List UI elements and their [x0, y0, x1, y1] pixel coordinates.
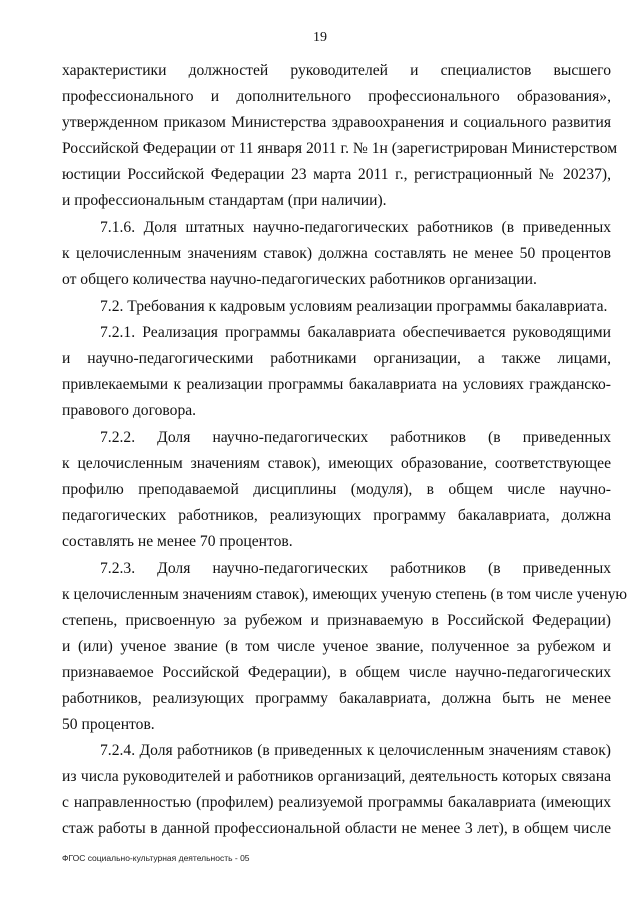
page-number: 19: [313, 30, 327, 45]
paragraph-7-2-2-first-line: 7.2.2. Доля научно-педагогических работников (в приведенных: [100, 429, 611, 446]
paragraph-7-1-6-first-line: 7.1.6. Доля штатных научно-педагогических работников (в приведенных: [100, 219, 611, 236]
text-line: работников, реализующих программу бакалавриата, должна быть не менее: [62, 690, 611, 707]
text-line: утвержденном приказом Министерства здравоохранения и социального развития: [62, 114, 611, 131]
text-line: и (или) ученое звание (в том числе ученое звание, полученное за рубежом и: [62, 638, 611, 655]
paragraph-7-2-4-first-line: 7.2.4. Доля работников (в приведенных к целочисленным значениям ставок): [100, 742, 611, 759]
text-line: и научно-педагогическими работниками организации, а также лицами,: [62, 350, 611, 367]
text-line: с направленностью (профилем) реализуемой программы бакалавриата (имеющих: [62, 794, 611, 811]
text-line: Российской Федерации от 11 января 2011 г. № 1н (зарегистрирован Министерством: [62, 140, 618, 157]
text-line: от общего количества научно-педагогических работников организации.: [62, 271, 537, 288]
text-line: характеристики должностей руководителей и специалистов высшего: [62, 62, 611, 79]
section-7-2-heading: 7.2. Требования к кадровым условиям реализации программы бакалавриата.: [100, 298, 608, 315]
text-line: из числа руководителей и работников организаций, деятельность которых связана: [62, 768, 611, 785]
text-line: профессионального и дополнительного профессионального образования»,: [62, 88, 611, 105]
text-line: к целочисленным значениям ставок), имеющих ученую степень (в том числе ученую: [62, 586, 628, 603]
text-line: к целочисленным значениям ставок), имеющих образование, соответствующее: [62, 455, 611, 472]
paragraph-7-2-1-first-line: 7.2.1. Реализация программы бакалавриата обеспечивается руководящими: [100, 324, 611, 341]
text-line: и профессиональным стандартам (при наличии).: [62, 192, 387, 209]
text-line: 50 процентов.: [62, 716, 155, 733]
text-line: признаваемое Российской Федерации), в общем числе научно-педагогических: [62, 664, 611, 681]
text-line: привлекаемыми к реализации программы бакалавриата на условиях гражданско-: [62, 376, 611, 393]
text-line: юстиции Российской Федерации 23 марта 2011 г., регистрационный № 20237),: [62, 166, 611, 183]
paragraph-7-2-3-first-line: 7.2.3. Доля научно-педагогических работников (в приведенных: [100, 560, 611, 577]
text-line: к целочисленным значениям ставок) должна составлять не менее 50 процентов: [62, 245, 611, 262]
text-line: степень, присвоенную за рубежом и признаваемую в Российской Федерации): [62, 612, 611, 629]
text-line: правового договора.: [62, 402, 197, 419]
text-line: стаж работы в данной профессиональной области не менее 3 лет), в общем числе: [62, 820, 611, 837]
text-line: профилю преподаваемой дисциплины (модуля), в общем числе научно-: [62, 481, 611, 498]
text-line: педагогических работников, реализующих программу бакалавриата, должна: [62, 507, 611, 524]
page-footer: ФГОС социально-культурная деятельность - 05: [62, 853, 250, 863]
text-line: составлять не менее 70 процентов.: [62, 533, 293, 550]
